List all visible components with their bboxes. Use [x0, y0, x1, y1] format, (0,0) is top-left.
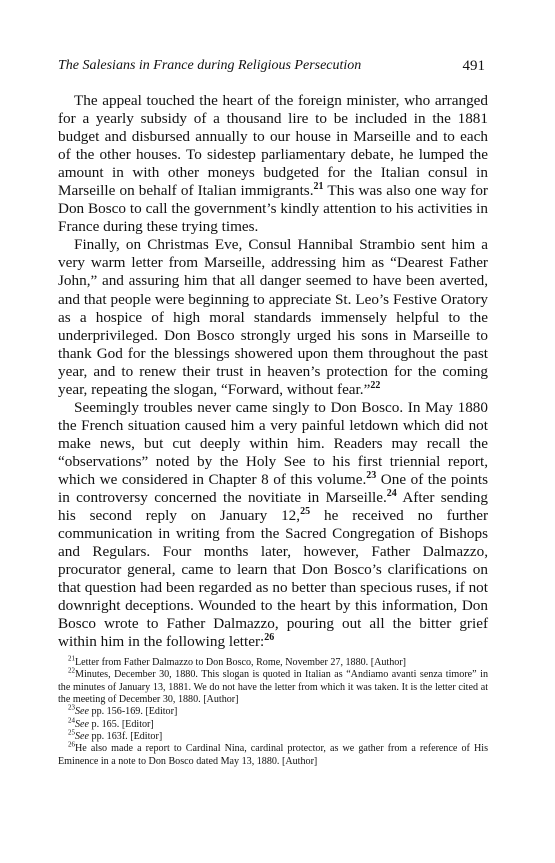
footnote-number: 21	[68, 654, 75, 663]
running-title: The Salesians in France during Religious Persecution	[58, 58, 362, 73]
footnote-see: See	[75, 731, 90, 743]
text-run: This was also one way for Don Bosco to call the government’s kindly attention to his activities in France during these trying times.	[58, 182, 488, 236]
footnote-number: 25	[68, 728, 75, 737]
footnote-text: Minutes, December 30, 1880. This slogan is quoted in Italian as “Andiamo avanti senza timore” in the minutes of January 13, 1881. We do not have the letter from which it was taken. It is the letter cited at the meeting of December 30, 1880. [Author]	[58, 669, 488, 706]
running-head	[58, 58, 485, 78]
text-run: One of the points in controversy concerned the novitiate in Marseille.	[58, 470, 488, 507]
footnote	[58, 728, 488, 743]
footnote-text: pp. 156-169. [Editor]	[89, 706, 178, 718]
footnote-ref: 24	[386, 487, 397, 499]
text-run: The appeal touched the heart of the foreign minister, who arranged for a yearly subsidy of a thousand lire to be included in the 1881 budget and disbursed annually to our house in Marseille and to each of the other houses. To sidestep parliamentary debate, he lumped the amount in with other moneys budgeted for the Italian consul in Marseille on behalf of Italian immigrants.	[58, 92, 488, 200]
footnote-number: 24	[68, 716, 75, 725]
paragraph	[58, 236, 488, 398]
footnote	[58, 666, 488, 706]
footnote-text: Letter from Father Dalmazzo to Don Bosco, Rome, November 27, 1880. [Author]	[75, 657, 407, 668]
footnote-ref: 21	[313, 181, 324, 193]
footnote	[58, 706, 488, 718]
footnote-ref: 23	[366, 469, 377, 481]
footnote-number: 22	[68, 666, 75, 675]
footnote-text: He also made a report to Cardinal Nina, cardinal protector, as we gather from a reference of His Eminence in a note to Don Bosco dated May 13, 1880. [Author]	[58, 743, 488, 767]
footnote-number: 23	[68, 704, 75, 713]
text-run: Finally, on Christmas Eve, Consul Hannibal Strambio sent him a very warm letter from Marseille, addressing him as “Dearest Father John,” and assuring him that all danger seemed to have been averted, and that people were beginning to appreciate St. Leo’s Festive Oratory as a hospice of high moral standards immensely helpful to the underprivileged. Don Bosco strongly urged his sons in Marseille to thank God for the blessings showered upon them throughout the past year, and to renew their trust in heaven’s protection for the coming year, repeating the slogan, “Forward, without fear.”	[58, 236, 488, 398]
footnote-number: 26	[68, 741, 75, 750]
body-text	[58, 92, 488, 651]
footnote-see: See	[75, 706, 90, 718]
text-run: he received no further communication in writing from the Sacred Congregation of Bishops and Regulars. Four months later, however, Father Dalmazzo, procurator general, came to learn that Don Bosco’s clarifications on that question had been regarded as no better than specious ruses, if not downright deceptions. Wounded to the heart by this information, Don Bosco wrote to Father Dalmazzo, pouring out all the bitter grief within him in the following letter:	[58, 507, 488, 651]
footnote-ref: 22	[370, 379, 381, 391]
text-run: After sending his second reply on January 12,	[58, 489, 488, 525]
text-run: Seemingly troubles never came singly to Don Bosco. In May 1880 the French situation caused him a very painful letdown which did not make news, but cut deeply within him. Readers may recall the “observations” noted by the Holy See to his first triennial report, which we considered in Chapter 8 of this volume.	[58, 398, 488, 488]
footnote-text: pp. 163f. [Editor]	[89, 731, 163, 743]
page-number: 491	[462, 58, 485, 74]
footnote-text: p. 165. [Editor]	[89, 718, 154, 730]
footnote-ref: 26	[264, 632, 275, 644]
footnotes	[58, 654, 488, 768]
paragraph	[58, 399, 488, 652]
footnote-see: See	[75, 718, 90, 730]
footnote	[58, 654, 488, 669]
footnote-ref: 25	[300, 506, 311, 518]
footnote	[58, 743, 488, 768]
paragraph	[58, 92, 488, 236]
footnote	[58, 716, 488, 731]
